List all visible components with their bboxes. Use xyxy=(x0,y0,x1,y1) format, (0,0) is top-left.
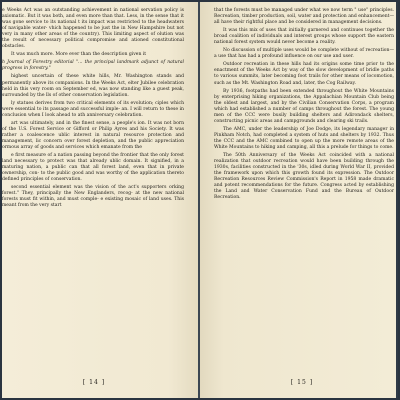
paragraph: The 50th Anniversary of the Weeks Act coincided with a national realization that outdoor recreation would have been building through the 1930s, facilities constructed in the '30s, idled during World War II, provided the framework upon which this growth found its expression. The Outdoor Recreation Resources Review Commission's Report in 1958 made dramatic and potent recommendations for the future. Congress acted by establishing the Land and Water Conservation Fund and the Bureau of Outdoor Recreation. xyxy=(214,153,394,201)
right-page-text xyxy=(214,8,394,201)
right-page xyxy=(200,2,396,398)
book-gutter xyxy=(198,2,200,398)
book-spread xyxy=(2,2,398,398)
paragraph: It was this mix of uses that initially garnered and continues together the broad coalition of individuals and interest groups whose support the eastern national forest system would never become a reality. xyxy=(214,28,394,46)
paragraph: art was ultimately, and in the finest sense, a people's ion. It was not born of the U.S. Forest Service or Gifford or Philip Ayres and his Society. It was rather a coalescence ublic interest in natural resource protection and management, lic concern over forest depletion, and the public appreciation ormous array of goods and services which emanate from the xyxy=(2,120,184,150)
paragraph: It was much more. More ever than the description given it xyxy=(11,52,147,58)
paragraph: No discussion of multiple uses would be complete without of recreation—a use that has had a profound influence on our use and user. xyxy=(214,48,394,60)
paragraph: that the forests must be managed under what we now term " use" principles. Recreation, timber production, soil, water and protection and enhancement—all have their rightful place and be considered in management decisions. xyxy=(214,8,394,26)
paragraph: highest uncertain of these white hills, Mr. Washington stands and permanently above its companions. In the Weeks Act, elter Jubilee celebration held in this very room on September ed, was now standing like a guest peak, surrounded by the lls of other conservation legislation. xyxy=(2,74,184,98)
quote-line: h Journal of Forestry editorial "... the principal landmark adjunct of natural progress in forestry." xyxy=(2,60,184,72)
paragraph: Outdoor recreation in these hills had its origins some time prior to the enactment of the Weeks Act by way of the slow development of bridle paths to various summits, later becoming foot trails for other means of locomotion, such as the Mt. Washington Road and, later, the Cog Railway. xyxy=(214,62,394,86)
paragraph: The AMC, under the leadership of Joe Dodge, its legendary manager in Pinkham Notch, had completed a system of huts and shelters by 1932. Thus the CCC and the AMC combined to open up the more remote areas of the White Mountains to hiking and camping, all this a prelude for things to come. xyxy=(214,126,394,150)
paragraph: By 1936, footpaths had been extended throughout the White Mountains by enterprising hiking organizations, the Appalachian Mountain Club being the oldest and largest, and by the Civilian Conservation Corps, a program which had established a number of camps throughout the forest. The young men of the CCC were busily building shelters and Adirondack shelters, constructing picnic areas and campgrounds and clearing ski trails. xyxy=(214,88,394,124)
left-page xyxy=(2,2,198,398)
left-page-text xyxy=(2,8,184,209)
page-number: [ 14 ] xyxy=(82,379,106,386)
paragraph: ly statues derives from two critical elements of its evolution; ciples which were essential to its passage and successful imple- an. I will return to these in conclusion when I look ahead to ath anniversary celebration. xyxy=(2,100,184,118)
page-number: [ 15 ] xyxy=(290,379,314,386)
paragraph: second essential element was the vision of the act's supporters orking forest." They, principally the New Englanders, recog- at the new national forests must fit within, and must comple- e existing mosaic of land uses. This meant from the very start xyxy=(2,185,184,209)
paragraph: e first measure of a nation passing beyond the frontier that the only forest land necessary to protect was that already ublic domain. It signified, in a maturing nation, a public can that all forest land, even that in private ownership, con- to the public good and was worthy of the application thereto defined principles of conservation. xyxy=(2,153,184,183)
paragraph: e Weeks Act was an outstanding achievement in national servation policy is axiomatic. But it was both, and even more than that. Less, in the sense that it was gone service to its national t its impact was restricted to the headwaters of navigable water- vhich happened to be just the in New Hampshire but not very in many other areas of the country). This limiting aspect of olution was the result of necessary political compromise and ationed constitutional obstacles. xyxy=(2,8,184,50)
